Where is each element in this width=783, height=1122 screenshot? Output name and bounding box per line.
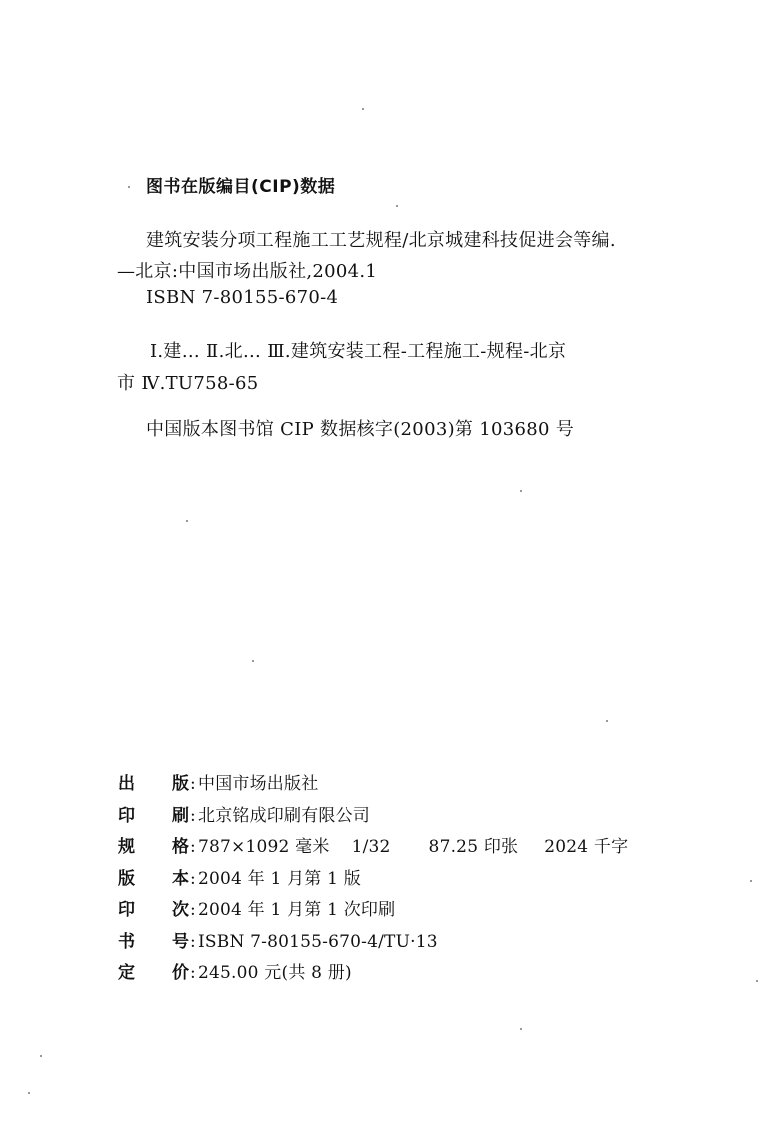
imprint-colon: : [190,931,196,952]
cip-subject-line-2: 市 Ⅳ.TU758-65 [117,373,259,394]
scan-speck [606,720,608,722]
scan-speck [252,660,254,662]
imprint-format-sheets: 87.25 印张 [428,837,519,857]
imprint-key-char-1: 版 [118,868,135,889]
imprint-key-char-1: 规 [118,837,135,857]
imprint-format-words: 2024 千字 [544,837,629,857]
imprint-book-number-value: ISBN 7-80155-670-4/TU·13 [198,931,438,952]
imprint-key-char-1: 印 [118,805,135,826]
imprint-colon: : [190,837,196,857]
imprint-colon: : [190,963,196,983]
imprint-key-char-1: 定 [118,963,135,983]
scan-speck [756,980,758,982]
imprint-row-impression [118,895,628,927]
imprint-impression-value: 2004 年 1 月第 1 次印刷 [198,900,396,920]
scan-speck [362,108,364,110]
scan-speck [396,205,398,207]
imprint-block [118,769,628,990]
cip-title-line: 建筑安装分项工程施工工艺规程/北京城建科技促进会等编. [146,230,616,251]
imprint-row-edition [118,864,628,896]
imprint-key-char-2: 号 [172,931,189,952]
imprint-key-char-1: 书 [118,931,135,952]
imprint-format-size: 787×1092 毫米 [198,837,330,857]
imprint-row-format [118,832,628,864]
imprint-price-value: 245.00 元(共 8 册) [198,963,352,983]
imprint-colon: : [190,805,196,826]
scan-speck [128,186,130,188]
scan-speck [520,1028,522,1030]
cip-publisher-line: —北京:中国市场出版社,2004.1 [117,261,378,282]
scan-speck [186,520,188,522]
scan-speck [28,1092,30,1094]
imprint-key-char-2: 刷 [172,805,189,826]
imprint-key-char-1: 印 [118,900,135,920]
imprint-format-fold: 1/32 [351,837,391,857]
scan-speck [750,880,752,882]
imprint-row-printer [118,801,628,833]
cip-heading: 图书在版编目(CIP)数据 [146,177,336,197]
cip-subject-line-1: Ⅰ.建… Ⅱ.北… Ⅲ.建筑安装工程-工程施工-规程-北京 [150,341,567,362]
cip-record-number: 中国版本图书馆 CIP 数据核字(2003)第 103680 号 [146,419,575,440]
scan-speck [40,1055,42,1057]
imprint-key-char-2: 版 [172,774,189,794]
imprint-row-price [118,958,628,990]
imprint-key-char-2: 次 [172,900,189,920]
cip-isbn-line: ISBN 7-80155-670-4 [146,287,339,308]
imprint-colon: : [190,900,196,920]
imprint-row-book-number [118,927,628,959]
imprint-key-char-2: 价 [172,963,189,983]
imprint-edition-value: 2004 年 1 月第 1 版 [198,868,361,889]
imprint-key-char-1: 出 [118,774,135,794]
imprint-colon: : [190,868,196,889]
scan-speck [520,490,522,492]
imprint-row-publisher [118,769,628,801]
imprint-colon: : [190,774,196,794]
imprint-key-char-2: 本 [172,868,189,889]
imprint-key-char-2: 格 [172,837,189,857]
imprint-publisher-value: 中国市场出版社 [198,774,319,794]
imprint-printer-value: 北京铭成印刷有限公司 [198,805,370,826]
